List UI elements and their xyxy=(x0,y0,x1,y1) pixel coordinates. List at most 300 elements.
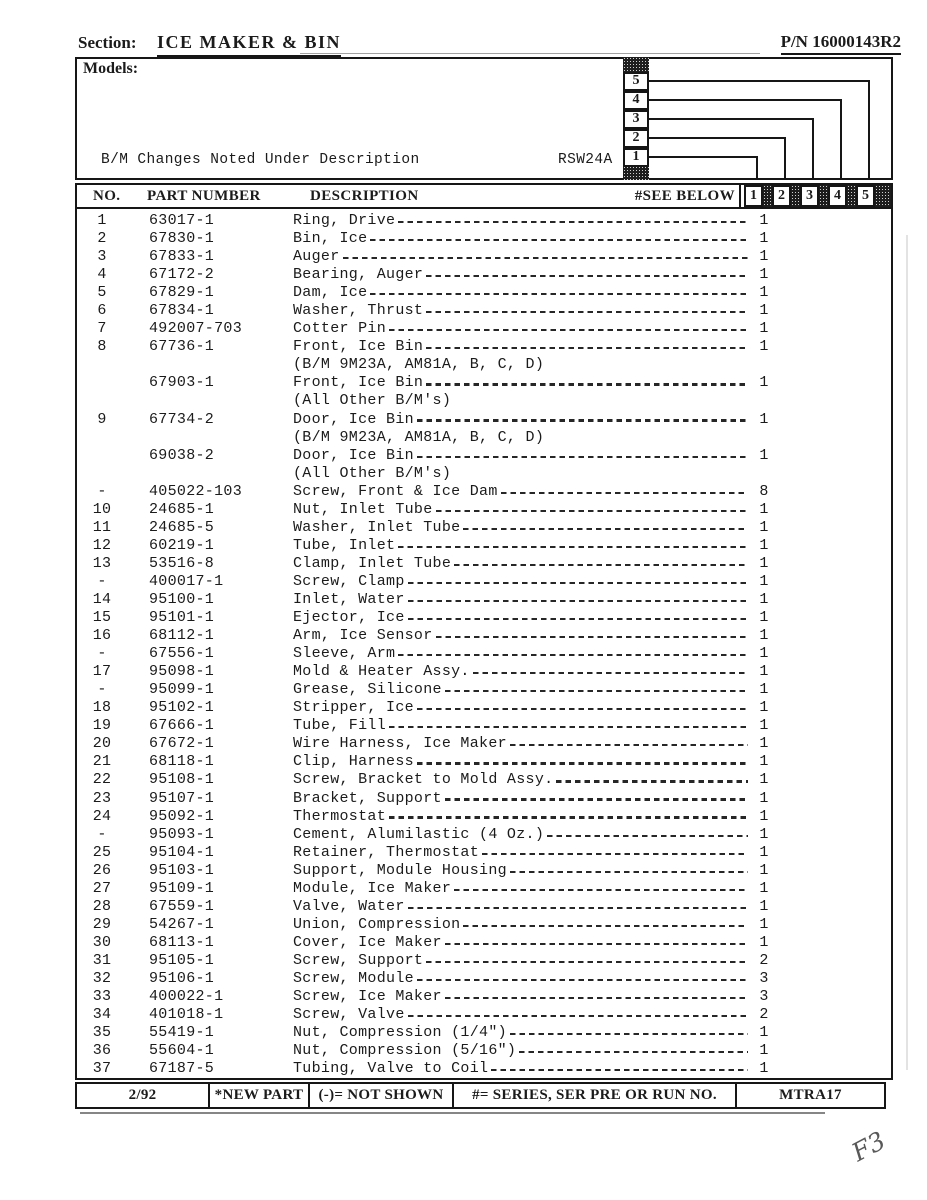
row-description: Bearing, Auger xyxy=(293,266,424,284)
row-no: 23 xyxy=(92,789,112,807)
table-row xyxy=(77,735,891,753)
row-part-number xyxy=(149,356,285,374)
legend-connector-v-2 xyxy=(784,137,786,178)
dash-leader xyxy=(436,510,748,512)
row-no: - xyxy=(97,681,107,699)
row-no: 4 xyxy=(97,266,107,284)
row-quantity: 1 xyxy=(759,735,769,753)
row-quantity: 2 xyxy=(759,1006,769,1024)
footer-catalog-code: MTRA17 xyxy=(735,1082,886,1109)
row-no: 20 xyxy=(92,735,112,753)
row-quantity: 1 xyxy=(759,933,769,951)
table-row xyxy=(77,483,891,501)
row-quantity: 3 xyxy=(759,969,769,987)
row-part-number: 67903-1 xyxy=(149,374,215,392)
row-quantity: 1 xyxy=(759,320,769,338)
row-part-number: 67736-1 xyxy=(149,338,215,356)
header-description: DESCRIPTION xyxy=(310,188,419,204)
legend-connector-h-1 xyxy=(649,156,758,158)
row-part-number: 68112-1 xyxy=(149,627,215,645)
row-description: Ejector, Ice xyxy=(293,609,405,627)
row-no: 7 xyxy=(97,320,107,338)
dash-leader xyxy=(398,221,748,223)
row-part-number: 69038-2 xyxy=(149,446,215,464)
dash-leader xyxy=(417,708,748,710)
row-no: 24 xyxy=(92,807,112,825)
dash-leader xyxy=(408,618,748,620)
row-quantity: 1 xyxy=(759,518,769,536)
row-quantity: 1 xyxy=(759,212,769,229)
legend-connector-v-3 xyxy=(812,118,814,178)
legend-box-5: 5 xyxy=(623,72,649,91)
table-row xyxy=(77,266,891,284)
row-no xyxy=(85,392,119,410)
dash-leader xyxy=(417,979,748,981)
table-row xyxy=(77,880,891,898)
row-quantity: 1 xyxy=(759,825,769,843)
table-row xyxy=(77,320,891,338)
dash-leader xyxy=(473,672,748,674)
dash-leader xyxy=(426,311,748,313)
row-quantity: 1 xyxy=(759,536,769,554)
table-row xyxy=(77,465,891,483)
table-row xyxy=(77,537,891,555)
legend-connector-h-4 xyxy=(649,99,842,101)
dash-leader xyxy=(408,582,748,584)
row-no: 27 xyxy=(92,879,112,897)
header-part-number: PART NUMBER xyxy=(147,188,261,204)
footer-bar xyxy=(75,1082,893,1109)
row-description: Thermostat xyxy=(293,807,387,825)
row-description: Cover, Ice Maker xyxy=(293,933,442,951)
row-no: 26 xyxy=(92,861,112,879)
row-part-number: 55604-1 xyxy=(149,1042,215,1060)
legend-box-1: 1 xyxy=(623,148,649,167)
table-row xyxy=(77,1042,891,1060)
row-quantity: 1 xyxy=(759,266,769,284)
row-part-number: 95101-1 xyxy=(149,609,215,627)
table-row xyxy=(77,988,891,1006)
row-no xyxy=(85,429,119,447)
row-part-number: 55419-1 xyxy=(149,1024,215,1042)
table-row xyxy=(77,609,891,627)
row-no xyxy=(85,356,119,374)
row-quantity: 1 xyxy=(759,1024,769,1042)
row-quantity: 1 xyxy=(759,248,769,266)
legend-connector-v-5 xyxy=(868,80,870,178)
row-part-number xyxy=(149,392,285,410)
table-row xyxy=(77,356,891,374)
row-no: 12 xyxy=(92,536,112,554)
dash-leader xyxy=(445,943,748,945)
row-description: Dam, Ice xyxy=(293,284,368,302)
legend-connector-h-3 xyxy=(649,118,814,120)
dash-leader xyxy=(436,636,748,638)
dash-leader xyxy=(408,907,748,909)
row-no: 10 xyxy=(92,500,112,518)
row-quantity: 1 xyxy=(759,879,769,897)
table-row xyxy=(77,248,891,266)
models-box xyxy=(75,57,893,180)
row-part-number: 63017-1 xyxy=(149,212,215,229)
dash-leader xyxy=(389,726,748,728)
row-quantity: 1 xyxy=(759,590,769,608)
footer-not-shown: (-)= NOT SHOWN xyxy=(308,1082,454,1109)
row-description: Screw, Bracket to Mold Assy. xyxy=(293,771,554,789)
row-quantity: 1 xyxy=(759,771,769,789)
row-description: Wire Harness, Ice Maker xyxy=(293,735,507,753)
dash-leader xyxy=(408,1015,748,1017)
row-description: Cement, Alumilastic (4 Oz.) xyxy=(293,825,545,843)
dash-leader xyxy=(426,383,748,385)
row-quantity: 1 xyxy=(759,807,769,825)
table-row xyxy=(77,663,891,681)
row-no: 2 xyxy=(97,230,107,248)
table-row xyxy=(77,501,891,519)
table-row xyxy=(77,1060,891,1078)
row-quantity: 1 xyxy=(759,843,769,861)
row-part-number: 95103-1 xyxy=(149,861,215,879)
row-part-number: 68113-1 xyxy=(149,933,215,951)
dash-leader xyxy=(426,275,748,277)
header-no: NO. xyxy=(93,188,121,204)
row-quantity: 8 xyxy=(759,482,769,500)
models-label: Models: xyxy=(83,60,139,77)
row-part-number: 68118-1 xyxy=(149,753,215,771)
table-row xyxy=(77,519,891,537)
row-description: (All Other B/M's) xyxy=(293,464,452,482)
row-no: 36 xyxy=(92,1042,112,1060)
table-row xyxy=(77,212,891,230)
section-title: ICE MAKER & BIN xyxy=(157,32,341,57)
row-part-number xyxy=(149,429,285,447)
dash-leader xyxy=(398,654,748,656)
row-description: Module, Ice Maker xyxy=(293,879,452,897)
column-separator-hatch xyxy=(791,185,800,207)
table-row xyxy=(77,591,891,609)
row-description: Front, Ice Bin xyxy=(293,338,424,356)
table-row xyxy=(77,826,891,844)
row-description: Washer, Inlet Tube xyxy=(293,518,461,536)
dash-leader xyxy=(408,600,748,602)
table-row xyxy=(77,338,891,356)
legend-hatch-bottom xyxy=(623,166,649,180)
row-no: 29 xyxy=(92,915,112,933)
dash-leader xyxy=(547,835,748,837)
row-no: - xyxy=(97,482,107,500)
row-description: Screw, Module xyxy=(293,969,414,987)
dash-leader xyxy=(463,528,748,530)
dash-leader xyxy=(556,780,748,782)
handwritten-mark: F3 xyxy=(847,1125,891,1168)
dash-leader xyxy=(370,293,748,295)
row-description: Washer, Thrust xyxy=(293,302,424,320)
row-no: 35 xyxy=(92,1024,112,1042)
row-no: 15 xyxy=(92,609,112,627)
model-column-4: 4 xyxy=(828,185,847,207)
row-part-number: 67734-2 xyxy=(149,410,215,428)
dash-leader xyxy=(510,744,748,746)
footer-new-part: *NEW PART xyxy=(208,1082,311,1109)
model-column-3: 3 xyxy=(800,185,819,207)
row-description: Screw, Clamp xyxy=(293,572,405,590)
row-description: Union, Compression xyxy=(293,915,461,933)
section-label: Section: xyxy=(78,33,137,52)
row-part-number: 95108-1 xyxy=(149,771,215,789)
row-no: 17 xyxy=(92,663,112,681)
row-quantity: 3 xyxy=(759,988,769,1006)
row-description: Retainer, Thermostat xyxy=(293,843,480,861)
dash-leader xyxy=(501,492,748,494)
row-part-number: 95107-1 xyxy=(149,789,215,807)
row-part-number: 67830-1 xyxy=(149,230,215,248)
row-description: Nut, Compression (1/4") xyxy=(293,1024,507,1042)
table-row xyxy=(77,411,891,429)
row-quantity: 1 xyxy=(759,897,769,915)
row-quantity: 1 xyxy=(759,1042,769,1060)
row-description: (B/M 9M23A, AM81A, B, C, D) xyxy=(293,428,545,446)
row-description: Auger xyxy=(293,248,340,266)
dash-leader xyxy=(510,1033,748,1035)
column-separator-hatch xyxy=(847,185,856,207)
row-quantity: 1 xyxy=(759,915,769,933)
dash-leader xyxy=(389,816,748,818)
column-separator-hatch xyxy=(875,185,891,207)
row-quantity: 1 xyxy=(759,572,769,590)
table-row xyxy=(77,970,891,988)
row-no: 18 xyxy=(92,699,112,717)
row-description: Front, Ice Bin xyxy=(293,374,424,392)
row-no: 11 xyxy=(92,518,112,536)
row-description: Nut, Compression (5/16") xyxy=(293,1042,517,1060)
row-no: 3 xyxy=(97,248,107,266)
dash-leader xyxy=(417,762,748,764)
dash-leader xyxy=(426,347,748,349)
legend-hatch-top xyxy=(623,57,649,72)
row-description: Bracket, Support xyxy=(293,789,442,807)
row-no: 32 xyxy=(92,969,112,987)
dash-leader xyxy=(370,239,748,241)
row-no xyxy=(85,374,119,392)
dash-leader xyxy=(463,925,748,927)
row-description: (B/M 9M23A, AM81A, B, C, D) xyxy=(293,356,545,374)
dash-leader xyxy=(389,329,748,331)
row-part-number: 95106-1 xyxy=(149,969,215,987)
row-quantity: 1 xyxy=(759,500,769,518)
legend-connector-v-1 xyxy=(756,156,758,178)
column-separator-hatch xyxy=(763,185,772,207)
scan-streak xyxy=(906,235,908,1070)
row-quantity: 1 xyxy=(759,645,769,663)
dash-leader xyxy=(417,456,748,458)
model-column-1: 1 xyxy=(744,185,763,207)
row-no: - xyxy=(97,572,107,590)
row-description: Clamp, Inlet Tube xyxy=(293,554,452,572)
dash-leader xyxy=(398,546,748,548)
row-no: 14 xyxy=(92,590,112,608)
row-quantity: 1 xyxy=(759,663,769,681)
row-description: Screw, Support xyxy=(293,951,424,969)
row-no: 28 xyxy=(92,897,112,915)
row-part-number: 24685-1 xyxy=(149,500,215,518)
row-quantity: 1 xyxy=(759,446,769,464)
row-description: Support, Module Housing xyxy=(293,861,507,879)
table-row xyxy=(77,771,891,789)
model-name: RSW24A xyxy=(558,152,613,168)
row-description: Clip, Harness xyxy=(293,753,414,771)
table-row xyxy=(77,898,891,916)
table-row xyxy=(77,681,891,699)
row-no xyxy=(85,447,119,465)
row-description: Arm, Ice Sensor xyxy=(293,627,433,645)
row-description: Screw, Front & Ice Dam xyxy=(293,482,498,500)
row-quantity: 2 xyxy=(759,951,769,969)
table-row xyxy=(77,284,891,302)
legend-box-3: 3 xyxy=(623,110,649,129)
row-quantity: 1 xyxy=(759,753,769,771)
row-part-number: 492007-703 xyxy=(149,320,243,338)
row-part-number xyxy=(149,465,285,483)
row-description: Screw, Valve xyxy=(293,1006,405,1024)
dash-leader xyxy=(343,257,748,259)
table-row xyxy=(77,429,891,447)
row-part-number: 95109-1 xyxy=(149,879,215,897)
row-no: 22 xyxy=(92,771,112,789)
table-row xyxy=(77,392,891,410)
row-part-number: 401018-1 xyxy=(149,1006,224,1024)
row-part-number: 67666-1 xyxy=(149,717,215,735)
table-row xyxy=(77,302,891,320)
row-quantity: 1 xyxy=(759,554,769,572)
row-quantity: 1 xyxy=(759,609,769,627)
table-row xyxy=(77,627,891,645)
row-part-number: 95105-1 xyxy=(149,951,215,969)
header-see-below: #SEE BELOW xyxy=(634,188,735,204)
model-column-5: 5 xyxy=(856,185,875,207)
row-no: 31 xyxy=(92,951,112,969)
table-row xyxy=(77,573,891,591)
dash-leader xyxy=(454,564,748,566)
row-description: Stripper, Ice xyxy=(293,699,414,717)
table-row xyxy=(77,555,891,573)
row-description: Bin, Ice xyxy=(293,230,368,248)
table-row xyxy=(77,952,891,970)
row-part-number: 400022-1 xyxy=(149,988,224,1006)
dash-leader xyxy=(445,690,748,692)
dash-leader xyxy=(519,1051,748,1053)
row-no: 37 xyxy=(92,1060,112,1078)
table-row xyxy=(77,1024,891,1042)
dash-leader xyxy=(482,853,748,855)
row-part-number: 67834-1 xyxy=(149,302,215,320)
legend-box-4: 4 xyxy=(623,91,649,110)
row-no: 13 xyxy=(92,554,112,572)
row-no: 5 xyxy=(97,284,107,302)
row-part-number: 67187-5 xyxy=(149,1060,215,1078)
row-quantity: 1 xyxy=(759,699,769,717)
row-part-number: 60219-1 xyxy=(149,536,215,554)
legend-connector-h-2 xyxy=(649,137,786,139)
table-row xyxy=(77,916,891,934)
column-separator-hatch xyxy=(819,185,828,207)
row-no: 21 xyxy=(92,753,112,771)
row-quantity: 1 xyxy=(759,230,769,248)
row-part-number: 54267-1 xyxy=(149,915,215,933)
row-description: Sleeve, Arm xyxy=(293,645,396,663)
scan-shadow-line xyxy=(80,1112,825,1114)
row-quantity: 1 xyxy=(759,338,769,356)
row-description: Screw, Ice Maker xyxy=(293,988,442,1006)
row-part-number: 405022-103 xyxy=(149,482,243,500)
row-quantity: 1 xyxy=(759,284,769,302)
parts-table-header xyxy=(75,183,893,209)
table-row xyxy=(77,934,891,952)
row-part-number: 67172-2 xyxy=(149,266,215,284)
table-row xyxy=(77,699,891,717)
row-part-number: 95102-1 xyxy=(149,699,215,717)
footer-date: 2/92 xyxy=(75,1082,210,1109)
row-part-number: 400017-1 xyxy=(149,572,224,590)
row-description: Tubing, Valve to Coil xyxy=(293,1060,489,1078)
document-part-number: P/N 16000143R2 xyxy=(781,32,901,55)
dash-leader xyxy=(445,798,748,800)
row-part-number: 95099-1 xyxy=(149,681,215,699)
row-description: Inlet, Water xyxy=(293,590,405,608)
row-part-number: 67833-1 xyxy=(149,248,215,266)
table-row xyxy=(77,230,891,248)
row-description: Grease, Silicone xyxy=(293,681,442,699)
row-part-number: 67829-1 xyxy=(149,284,215,302)
row-part-number: 53516-8 xyxy=(149,554,215,572)
row-quantity: 1 xyxy=(759,789,769,807)
bm-changes-note: B/M Changes Noted Under Description xyxy=(101,152,420,168)
dash-leader xyxy=(491,1069,748,1071)
row-part-number: 67556-1 xyxy=(149,645,215,663)
row-quantity: 1 xyxy=(759,302,769,320)
row-quantity: 1 xyxy=(759,861,769,879)
table-row xyxy=(77,374,891,392)
row-description: (All Other B/M's) xyxy=(293,392,452,410)
row-quantity: 1 xyxy=(759,410,769,428)
dash-leader xyxy=(426,961,748,963)
row-part-number: 95093-1 xyxy=(149,825,215,843)
dash-leader xyxy=(454,889,748,891)
row-no: 8 xyxy=(97,338,107,356)
row-quantity: 1 xyxy=(759,627,769,645)
row-part-number: 95092-1 xyxy=(149,807,215,825)
footer-series-note: #= SERIES, SER PRE OR RUN NO. xyxy=(452,1082,738,1109)
row-no: 30 xyxy=(92,933,112,951)
row-no: 1 xyxy=(97,212,107,229)
row-no: - xyxy=(97,645,107,663)
row-description: Ring, Drive xyxy=(293,212,396,229)
row-no: 19 xyxy=(92,717,112,735)
header-rule xyxy=(300,53,760,54)
row-description: Cotter Pin xyxy=(293,320,387,338)
row-part-number: 95098-1 xyxy=(149,663,215,681)
row-no xyxy=(85,465,119,483)
row-quantity: 1 xyxy=(759,717,769,735)
row-description: Mold & Heater Assy. xyxy=(293,663,470,681)
row-part-number: 95104-1 xyxy=(149,843,215,861)
row-description: Tube, Inlet xyxy=(293,536,396,554)
row-description: Tube, Fill xyxy=(293,717,387,735)
table-row xyxy=(77,717,891,735)
parts-table-body xyxy=(75,209,893,1080)
dash-leader xyxy=(510,871,748,873)
row-no: 9 xyxy=(97,410,107,428)
row-description: Door, Ice Bin xyxy=(293,446,414,464)
